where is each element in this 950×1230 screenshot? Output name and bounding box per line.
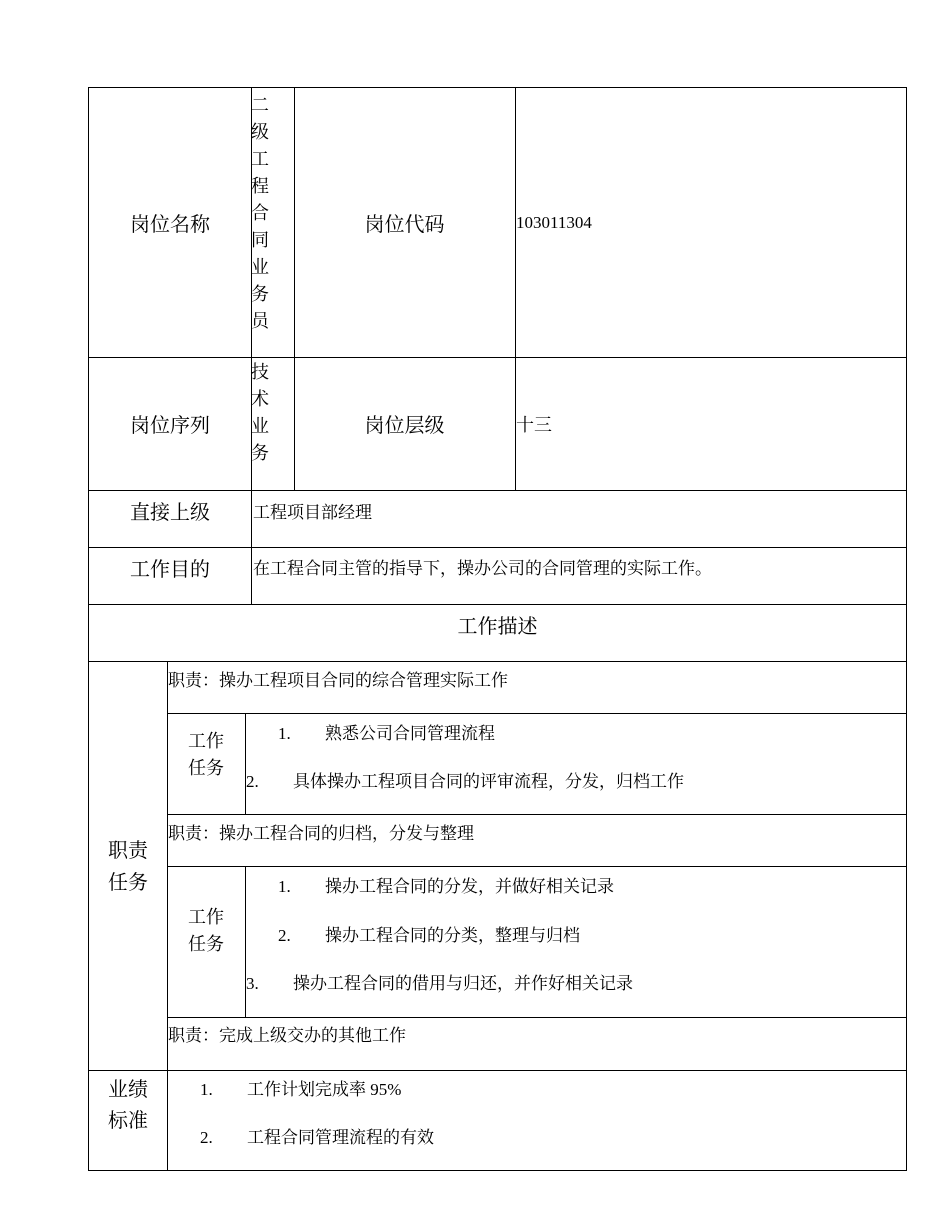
position-name-label: 岗位名称 (130, 212, 210, 236)
performance-2: 2. 工程合同管理流程的有效 (200, 1128, 434, 1147)
task-1-2: 2. 具体操办工程项目合同的评审流程，分发，归档工作 (246, 772, 684, 791)
supervisor-label: 直接上级 (130, 499, 210, 524)
position-level-label: 岗位层级 (364, 413, 445, 437)
task-label-1: 工作任务 (187, 731, 224, 779)
position-code-label: 岗位代码 (364, 212, 445, 236)
duty-1: 职责：操办工程项目合同的综合管理实际工作 (168, 671, 508, 690)
task-2-3: 3. 操办工程合同的借用与归还，并作好相关记录 (246, 974, 633, 993)
task-2-1: 1. 操办工程合同的分发，并做好相关记录 (278, 877, 614, 896)
position-code-value: 103011304 (516, 212, 592, 232)
duties-label: 职责任务 (108, 837, 148, 894)
supervisor-value: 工程项目部经理 (253, 503, 372, 523)
task-label-2: 工作任务 (187, 907, 224, 955)
position-sequence-value: 技术业务 (251, 362, 269, 464)
duty-3: 职责：完成上级交办的其他工作 (168, 1026, 406, 1045)
duty-2: 职责：操办工程合同的归档，分发与整理 (168, 824, 474, 843)
position-sequence-label: 岗位序列 (130, 413, 210, 437)
performance-1: 1. 工作计划完成率 95% (200, 1080, 402, 1099)
position-name-value: 二级工程合同业务员 (251, 95, 269, 332)
task-1-1: 1. 熟悉公司合同管理流程 (278, 724, 495, 743)
task-2-2: 2. 操办工程合同的分类，整理与归档 (278, 926, 580, 945)
purpose-label: 工作目的 (130, 556, 210, 581)
purpose-value: 在工程合同主管的指导下，操办公司的合同管理的实际工作。 (253, 559, 712, 579)
job-description-table (88, 87, 907, 1171)
work-description-title: 工作描述 (457, 613, 538, 638)
performance-label: 业绩标准 (108, 1077, 148, 1132)
position-level-value: 十三 (516, 414, 552, 436)
